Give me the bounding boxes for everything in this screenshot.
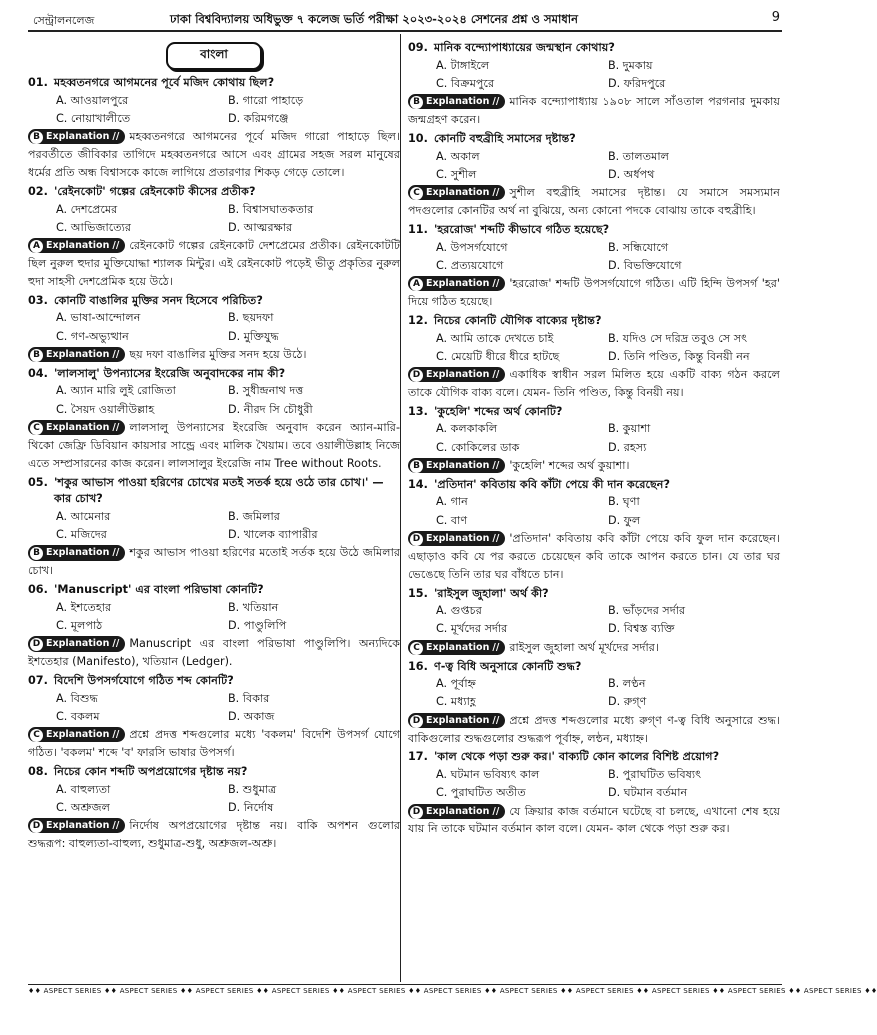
question-number: 03.	[28, 293, 48, 307]
answer-letter: A	[410, 278, 423, 291]
question-text: 'রেইনকোট' গল্পের রেইনকোট কীসের প্রতীক?	[54, 184, 256, 198]
option: D. আত্মরক্ষার	[228, 220, 293, 234]
question-text: 'রাইসুল জুহালা' অর্থ কী?	[434, 586, 549, 600]
option: D. খালেক ব্যাপারীর	[228, 528, 318, 542]
explanation-badge	[28, 818, 125, 833]
explanation-label: Explanation	[426, 641, 490, 653]
explanation-text: রেইনকোট গল্পের রেইনকোট দেশপ্রেমের প্রতীক। রেইনকোটটি ছিল নুরুল হুদার মুক্তিযোদ্ধা শ্যালক মিন্টুর। এই রেইনকোট পড়েই ভীতু প্রকৃতির নুরুল হুদা সাহসী দেশপ্রেমিক হয়ে উঠে।	[28, 238, 400, 288]
option: C. বকলম	[56, 710, 100, 724]
explanation-text: সুশীল বহুব্রীহি সমাসের দৃষ্টান্ত। যে সমাসে সমস্যমান পদগুলোর কোনটির অর্থ না বুঝিয়ে, অন্য কোনো পদকে বোঝায় তাকে বহুব্রীহি।	[408, 186, 780, 217]
option: C. আভিজাত্যের	[56, 220, 132, 234]
explanation-text: Manuscript এর বাংলা পরিভাষা পাণ্ডুলিপি। অন্যদিকে ইশতেহার (Manifesto), খতিয়ান (Ledger).	[28, 637, 400, 669]
explanation-badge	[408, 185, 505, 200]
option: C. অশ্রুজল	[56, 801, 110, 815]
option: D. তিনি পণ্ডিত, কিন্তু বিনয়ী নন	[608, 349, 750, 363]
question-heading	[28, 366, 400, 383]
slash-icon: //	[492, 532, 500, 544]
option: B. সন্ধিযোগে	[608, 240, 669, 254]
question-item	[28, 184, 400, 291]
question-item	[28, 75, 400, 182]
explanation-label: Explanation	[46, 638, 110, 650]
option: D. বিশ্বস্ত ব্যক্তি	[608, 622, 675, 636]
question-number: 17.	[408, 750, 428, 764]
question-item	[408, 131, 780, 220]
option: B. ছয়দফা	[228, 311, 274, 325]
slash-icon: //	[492, 641, 500, 653]
explanation-label: Explanation	[46, 547, 110, 559]
option: B. গারো পাহাড়ে	[228, 93, 304, 107]
question-text: ণ-ত্ব বিধি অনুসারে কোনটি শুদ্ধ?	[434, 659, 582, 673]
options-grid	[28, 599, 400, 635]
explanation-text: 'প্রতিদান' কবিতায় কবি কাঁটা পেয়ে কবি ফুল দান করেছেন। এছাড়াও কবি যে পর করতে চেয়েছেন কবি তাকে আপন করতে চান। যে তার ঘর ভেঙেছে তিনি তার ঘর বাঁধতে চান।	[408, 531, 780, 581]
explanation-label: Explanation	[46, 239, 110, 251]
answer-letter: B	[30, 349, 43, 362]
option: D. করিমগঞ্জে	[228, 111, 289, 125]
slash-icon: //	[112, 421, 120, 433]
options-grid	[28, 690, 400, 726]
options-grid	[28, 309, 400, 345]
option: C. পুরাঘটিত অতীত	[436, 786, 526, 800]
option: B. জমিলার	[228, 510, 280, 524]
option: B. লণ্ঠন	[608, 677, 646, 691]
question-number: 15.	[408, 586, 428, 600]
explanation-label: Explanation	[46, 820, 110, 832]
question-number: 10.	[408, 131, 428, 145]
question-item	[408, 404, 780, 475]
answer-letter: B	[410, 96, 423, 109]
explanation-label: Explanation	[426, 805, 490, 817]
slash-icon: //	[112, 348, 120, 360]
question-item	[28, 293, 400, 364]
slash-icon: //	[112, 547, 120, 559]
explanation	[408, 366, 780, 402]
explanation	[408, 530, 780, 584]
question-text: মানিক বন্দ্যোপাধ্যায়ের জন্মস্থান কোথায়?	[434, 41, 615, 54]
slash-icon: //	[112, 729, 120, 741]
option: A. আমেনার	[56, 510, 111, 524]
option: B. ভাঁড়দের সর্দার	[608, 604, 686, 618]
explanation	[28, 419, 400, 473]
question-number: 05.	[28, 475, 48, 489]
option: C. মূর্খদের সর্দার	[436, 622, 508, 636]
explanation-label: Explanation	[426, 714, 490, 726]
page-header	[0, 0, 800, 38]
explanation-label: Explanation	[426, 368, 490, 380]
page-number: 9	[771, 10, 780, 25]
explanation	[408, 803, 780, 839]
explanation-label: Explanation	[426, 459, 490, 471]
answer-letter: D	[410, 369, 423, 382]
option: B. খতিয়ান	[228, 601, 279, 615]
option: A. কলকাকলি	[436, 422, 498, 436]
question-item	[408, 659, 780, 748]
answer-letter: D	[30, 638, 43, 651]
question-text: 'Manuscript' এর বাংলা পরিভাষা কোনটি?	[54, 583, 264, 597]
slash-icon: //	[112, 820, 120, 832]
option: D. বিভক্তিযোগে	[608, 258, 682, 272]
option: D. ঘটমান বর্তমান	[608, 786, 688, 800]
explanation-badge	[408, 94, 505, 109]
question-number: 08.	[28, 765, 48, 779]
explanation-text: মানিক বন্দ্যোপাধ্যায় ১৯০৮ সালে সাঁওতাল পরগনার দুমকায় জন্মগ্রহণ করেন।	[408, 95, 780, 126]
explanation-badge	[408, 640, 505, 655]
slash-icon: //	[492, 368, 500, 380]
question-heading	[28, 582, 400, 599]
question-number: 14.	[408, 477, 428, 491]
question-text: নিচের কোনটি যৌগিক বাক্যের দৃষ্টান্ত?	[434, 313, 602, 327]
slash-icon: //	[112, 131, 120, 143]
explanation-text: মহব্বতনগরে আগমনের পূর্বে মজিদ গারো পাহাড়ে ছিল। পরবর্তীতে জীবিকার তাগিদে মহব্বতনগরে আসে এবং গ্রামের সহজ সরল মানুষের ধর্মের প্রতি অন্ধ বিশ্বাসকে কাজে লাগিয়ে প্রতারণার শিকড় গেড়ে তোলে।	[28, 130, 400, 179]
explanation-text: শকুর আভাস পাওয়া হরিণের মতোই সর্তক হয়ে উঠে জমিলার চোখ।	[28, 546, 400, 578]
question-heading	[408, 222, 780, 239]
options-grid	[28, 92, 400, 128]
question-heading	[408, 749, 780, 766]
option: C. মূলপাঠ	[56, 619, 103, 633]
option: D. নীরদ সি চৌধুরী	[228, 402, 313, 416]
options-grid	[28, 781, 400, 817]
option: D. রুগ্ণ	[608, 695, 647, 709]
option: A. পূর্বাহ্ন	[436, 677, 476, 691]
option: B. সুধীন্দ্রনাথ দত্ত	[228, 384, 304, 398]
page-title: ঢাকা বিশ্ববিদ্যালয় অধিভুক্ত ৭ কলেজ ভর্তি পরীক্ষা ২০২৩-২০২৪ সেশনের প্রশ্ন ও সমাধান	[170, 12, 578, 26]
option: B. তালতমাল	[608, 149, 669, 163]
question-heading	[28, 764, 400, 781]
explanation-text: প্রশ্নে প্রদত্ত শব্দগুলোর মধ্যে রুগ্ণ ণ-ত্ব বিধি অনুসারে শুদ্ধ। বাকিগুলোর শুদ্ধগুলোর শুদ্ধরূপ পূর্বাহ্ন, লন্ঠন, মধ্যাহ্ন।	[408, 713, 780, 745]
question-number: 06.	[28, 583, 48, 597]
option: D. মুক্তিযুদ্ধ	[228, 329, 279, 343]
question-text: নিচের কোন শব্দটি অপপ্রয়োগের দৃষ্টান্ত নয়?	[54, 765, 248, 779]
question-text: কোনটি বাঙালির মুক্তির সনদ হিসেবে পরিচিত?	[54, 293, 263, 307]
question-item	[408, 313, 780, 402]
options-grid	[408, 766, 780, 802]
slash-icon: //	[112, 638, 120, 650]
option: A. অ্যান মারি লুই রোজিতা	[56, 384, 176, 398]
option: C. গণ-অভ্যুত্থান	[56, 329, 129, 343]
slash-icon: //	[492, 805, 500, 817]
explanation-label: Explanation	[46, 131, 110, 143]
answer-letter: D	[30, 820, 43, 833]
question-number: 13.	[408, 404, 428, 418]
question-item	[28, 582, 400, 671]
answer-letter: A	[30, 240, 43, 253]
option: C. সুশীল	[436, 167, 477, 181]
options-grid	[408, 420, 780, 456]
answer-letter: B	[410, 460, 423, 473]
answer-letter: C	[410, 642, 423, 655]
option: C. প্রত্যয়যোগে	[436, 258, 504, 272]
option: D. পাণ্ডুলিপি	[228, 619, 287, 633]
option: B. পুরাঘটিত ভবিষ্যৎ	[608, 768, 702, 782]
explanation	[28, 128, 400, 182]
question-number: 04.	[28, 366, 48, 380]
answer-letter: C	[410, 187, 423, 200]
option: A. অকাল	[436, 149, 480, 163]
option: D. অর্ধপথ	[608, 167, 655, 181]
question-text: 'কুহেলি' শব্দের অর্থ কোনটি?	[434, 404, 563, 418]
answer-letter: B	[30, 547, 43, 560]
options-grid	[408, 675, 780, 711]
question-heading	[408, 477, 780, 494]
explanation-badge	[28, 727, 125, 742]
question-item	[408, 222, 780, 311]
explanation-text: 'কুহেলি' শব্দের অর্থ কুয়াশা।	[509, 458, 630, 472]
option: C. মজিদের	[56, 528, 107, 542]
options-grid	[408, 602, 780, 638]
option: A. ঘটমান ভবিষ্যৎ কাল	[436, 768, 540, 782]
explanation-label: Explanation	[426, 96, 490, 108]
question-heading	[408, 40, 780, 57]
question-item	[28, 366, 400, 473]
answer-letter: C	[30, 729, 43, 742]
explanation-badge	[28, 129, 125, 144]
slash-icon: //	[112, 239, 120, 251]
explanation-text: 'হররোজ' শব্দটি উপসর্গযোগে গঠিত। এটি হিন্দি উপসর্গ 'হর' দিয়ে গঠিত হয়েছে।	[408, 276, 780, 308]
option: C. সৈয়দ ওয়ালীউল্লাহ	[56, 402, 155, 416]
explanation	[28, 237, 400, 291]
explanation-label: Explanation	[46, 421, 110, 433]
question-text: কোনটি বহুব্রীহি সমাসের দৃষ্টান্ত?	[434, 131, 576, 145]
explanation-label: Explanation	[46, 729, 110, 741]
question-text: বিদেশি উপসর্গযোগে গঠিত শব্দ কোনটি?	[54, 674, 234, 688]
explanation	[408, 639, 780, 657]
option: A. গান	[436, 495, 468, 509]
question-heading	[408, 586, 780, 603]
option: B. কুয়াশা	[608, 422, 651, 436]
explanation	[28, 817, 400, 853]
option: B. বিশ্বাসঘাতকতার	[228, 202, 314, 216]
question-item	[28, 475, 400, 581]
explanation-text: লালসালু উপন্যাসের ইংরেজি অনুবাদ করেন অ্যান-মারি-থিকো জেফ্রি ডিবিয়ান কায়সার সান্ড্রে এবং মালিক খৈয়াম। তবে ওয়ালীউল্লাহ নিজে এতে সম্প্রসারনের কাজ করেন। লালসালুর ইংরেজি নাম Tree without Roots.	[28, 420, 400, 470]
slash-icon: //	[492, 96, 500, 108]
slash-icon: //	[492, 187, 500, 198]
option: C. কোকিলের ডাক	[436, 440, 520, 454]
explanation	[28, 544, 400, 580]
options-grid	[408, 330, 780, 366]
explanation	[28, 635, 400, 671]
option: B. শুধুমাত্র	[228, 782, 277, 796]
option: B. দুমকায়	[608, 58, 653, 72]
question-text: 'হররোজ' শব্দটি কীভাবে গঠিত হয়েছে?	[434, 222, 610, 236]
explanation-badge	[408, 531, 505, 546]
question-number: 11.	[408, 222, 428, 236]
option: D. ফরিদপুরে	[608, 76, 666, 90]
question-number: 12.	[408, 313, 428, 327]
explanation	[408, 93, 780, 129]
explanation-badge	[408, 276, 505, 291]
column-divider	[400, 34, 401, 982]
explanation	[408, 275, 780, 311]
question-item	[28, 673, 400, 762]
option: C. বাণ	[436, 513, 468, 527]
option: B. যদিও সে দরিদ্র তবুও সে সৎ	[608, 331, 748, 345]
answer-letter: D	[410, 715, 423, 728]
explanation-badge	[28, 238, 125, 253]
left-column	[28, 40, 400, 855]
option: A. টাঙ্গাইলে	[436, 58, 490, 72]
explanation-badge	[28, 545, 125, 560]
option: A. গুপ্তচর	[436, 604, 482, 618]
option: D. নির্দোষ	[228, 801, 274, 815]
explanation-text: প্রশ্নে প্রদত্ত শব্দগুলোর মধ্যে 'বকলম' বিদেশি উপসর্গ যোগে গঠিত। 'বকলম' শব্দে 'ব' ফারসি ভাষার উপসর্গ।	[28, 728, 400, 760]
explanation-badge	[28, 347, 125, 362]
right-column	[408, 40, 780, 840]
explanation-text: যে ক্রিয়ার কাজ বর্তমানে ঘটেছে বা চলছে, এখানো শেষ হয়ে যায় নি তাকে ঘটমান বর্তমান কাল বলে। যেমন- কাল থেকে পড়া শুরু কর।	[408, 804, 780, 836]
explanation-label: Explanation	[46, 348, 110, 360]
question-number: 16.	[408, 659, 428, 673]
answer-letter: C	[30, 422, 43, 435]
answer-letter: D	[410, 533, 423, 546]
option: A. বিশুদ্ধ	[56, 691, 98, 705]
question-text: 'শকুর আভাস পাওয়া হরিণের চোখের মতই সতর্ক হয়ে ওঠে তার চোখ।' — কার চোখ?	[54, 475, 384, 506]
option: C. বিক্রমপুরে	[436, 76, 495, 90]
question-heading	[28, 673, 400, 690]
explanation	[28, 346, 400, 364]
footer-series: ♦♦ ASPECT SERIES ♦♦ ASPECT SERIES ♦♦ ASPECT SERIES ♦♦ ASPECT SERIES ♦♦ ASPECT SERIES ♦♦ ASPECT SERIES ♦♦ ASPECT SERIES ♦♦ ASPECT SERIES ♦♦ ASPECT SERIES ♦♦ ASPECT SERIES ♦♦ ASPECT SERIES ♦♦	[28, 984, 782, 999]
option: B. বিকার	[228, 691, 270, 705]
explanation-badge	[28, 420, 125, 435]
option: D. রহস্য	[608, 440, 647, 454]
explanation-badge	[408, 367, 505, 382]
options-grid	[28, 201, 400, 237]
slash-icon: //	[492, 714, 500, 726]
explanation-text: রাইসুল জুহালা অর্থ মূর্খদের সর্দার।	[509, 640, 659, 654]
option: D. ফুল	[608, 513, 641, 527]
explanation-badge	[408, 804, 505, 819]
explanation-badge	[28, 636, 125, 651]
explanation-label: Explanation	[426, 532, 490, 544]
answer-letter: D	[410, 806, 423, 819]
option: A. দেশপ্রেমের	[56, 202, 118, 216]
answer-letter: B	[30, 131, 43, 144]
publisher-name: সেন্ট্রালনলেজ	[33, 14, 95, 27]
option: A. ভাষা-আন্দোলন	[56, 311, 141, 325]
explanation	[28, 726, 400, 762]
question-heading	[408, 659, 780, 676]
question-text: 'প্রতিদান' কবিতায় কবি কাঁটা পেয়ে কী দান করেছেন?	[434, 477, 670, 491]
question-text: 'কাল থেকে পড়া শুরু কর।' বাক্যটি কোন কালের বিশিষ্ট প্রয়োগ?	[434, 750, 720, 764]
option: A. বাহুল্যতা	[56, 782, 111, 796]
explanation-text: ছয় দফা বাঙালির মুক্তির সনদ হয়ে উঠে।	[129, 347, 307, 361]
question-text: 'লালসালু' উপন্যাসের ইংরেজি অনুবাদকের নাম কী?	[54, 366, 286, 380]
option: A. আমি তাকে দেখতে চাই	[436, 331, 554, 345]
question-heading	[408, 131, 780, 148]
question-heading	[28, 184, 400, 201]
option: C. মেয়েটি ধীরে ধীরে হাটছে	[436, 349, 560, 363]
explanation-label: Explanation	[426, 187, 490, 198]
question-heading	[28, 75, 400, 92]
option: C. নোয়াখালীতে	[56, 111, 131, 125]
explanation	[408, 184, 780, 220]
option: D. অকাজ	[228, 710, 275, 724]
options-grid	[408, 239, 780, 275]
question-number: 07.	[28, 674, 48, 688]
section-title: বাংলা	[166, 42, 262, 70]
options-grid	[28, 508, 400, 544]
explanation-label: Explanation	[426, 277, 490, 289]
question-heading	[28, 475, 400, 509]
question-item	[408, 586, 780, 657]
question-item	[408, 749, 780, 838]
explanation	[408, 712, 780, 748]
options-grid	[408, 57, 780, 93]
explanation-text: একাধিক স্বাধীন সরল মিলিত হয়ে একটি বাক্য গঠন করলে তাকে যৌগিক বাক্য বলে। যেমন- তিনি পণ্ডিত, কিন্তু বিনয়ী নয়।	[408, 367, 780, 399]
option: A. উপসর্গযোগে	[436, 240, 508, 254]
question-number: 09.	[408, 41, 428, 54]
option: B. ঘৃণা	[608, 495, 640, 509]
question-number: 02.	[28, 184, 48, 198]
explanation-badge	[408, 713, 505, 728]
question-heading	[408, 404, 780, 421]
question-heading	[408, 313, 780, 330]
explanation	[408, 457, 780, 475]
question-item	[408, 40, 780, 129]
header-divider	[28, 30, 782, 32]
question-item	[408, 477, 780, 584]
question-text: মহব্বতনগরে আগমনের পূর্বে মজিদ কোথায় ছিল?	[54, 76, 275, 89]
question-heading	[28, 293, 400, 310]
slash-icon: //	[492, 459, 500, 471]
options-grid	[408, 493, 780, 529]
question-number: 01.	[28, 76, 48, 89]
question-item	[28, 764, 400, 853]
explanation-badge	[408, 458, 505, 473]
option: A. ইশতেহার	[56, 601, 112, 615]
option: A. আওয়ালপুরে	[56, 93, 129, 107]
options-grid	[408, 148, 780, 184]
options-grid	[28, 382, 400, 418]
option: C. মধ্যাহ্ণ	[436, 695, 476, 709]
explanation-text: নির্দোষ অপপ্রয়োগের দৃষ্টান্ত নয়। বাকি অপশন গুলোর শুদ্ধরূপ: বাহুল্যতা-বাহুল্য, শুধুমাত্র-শুধু, অশ্রুজল-অশ্রু।	[28, 819, 400, 851]
slash-icon: //	[492, 277, 500, 289]
